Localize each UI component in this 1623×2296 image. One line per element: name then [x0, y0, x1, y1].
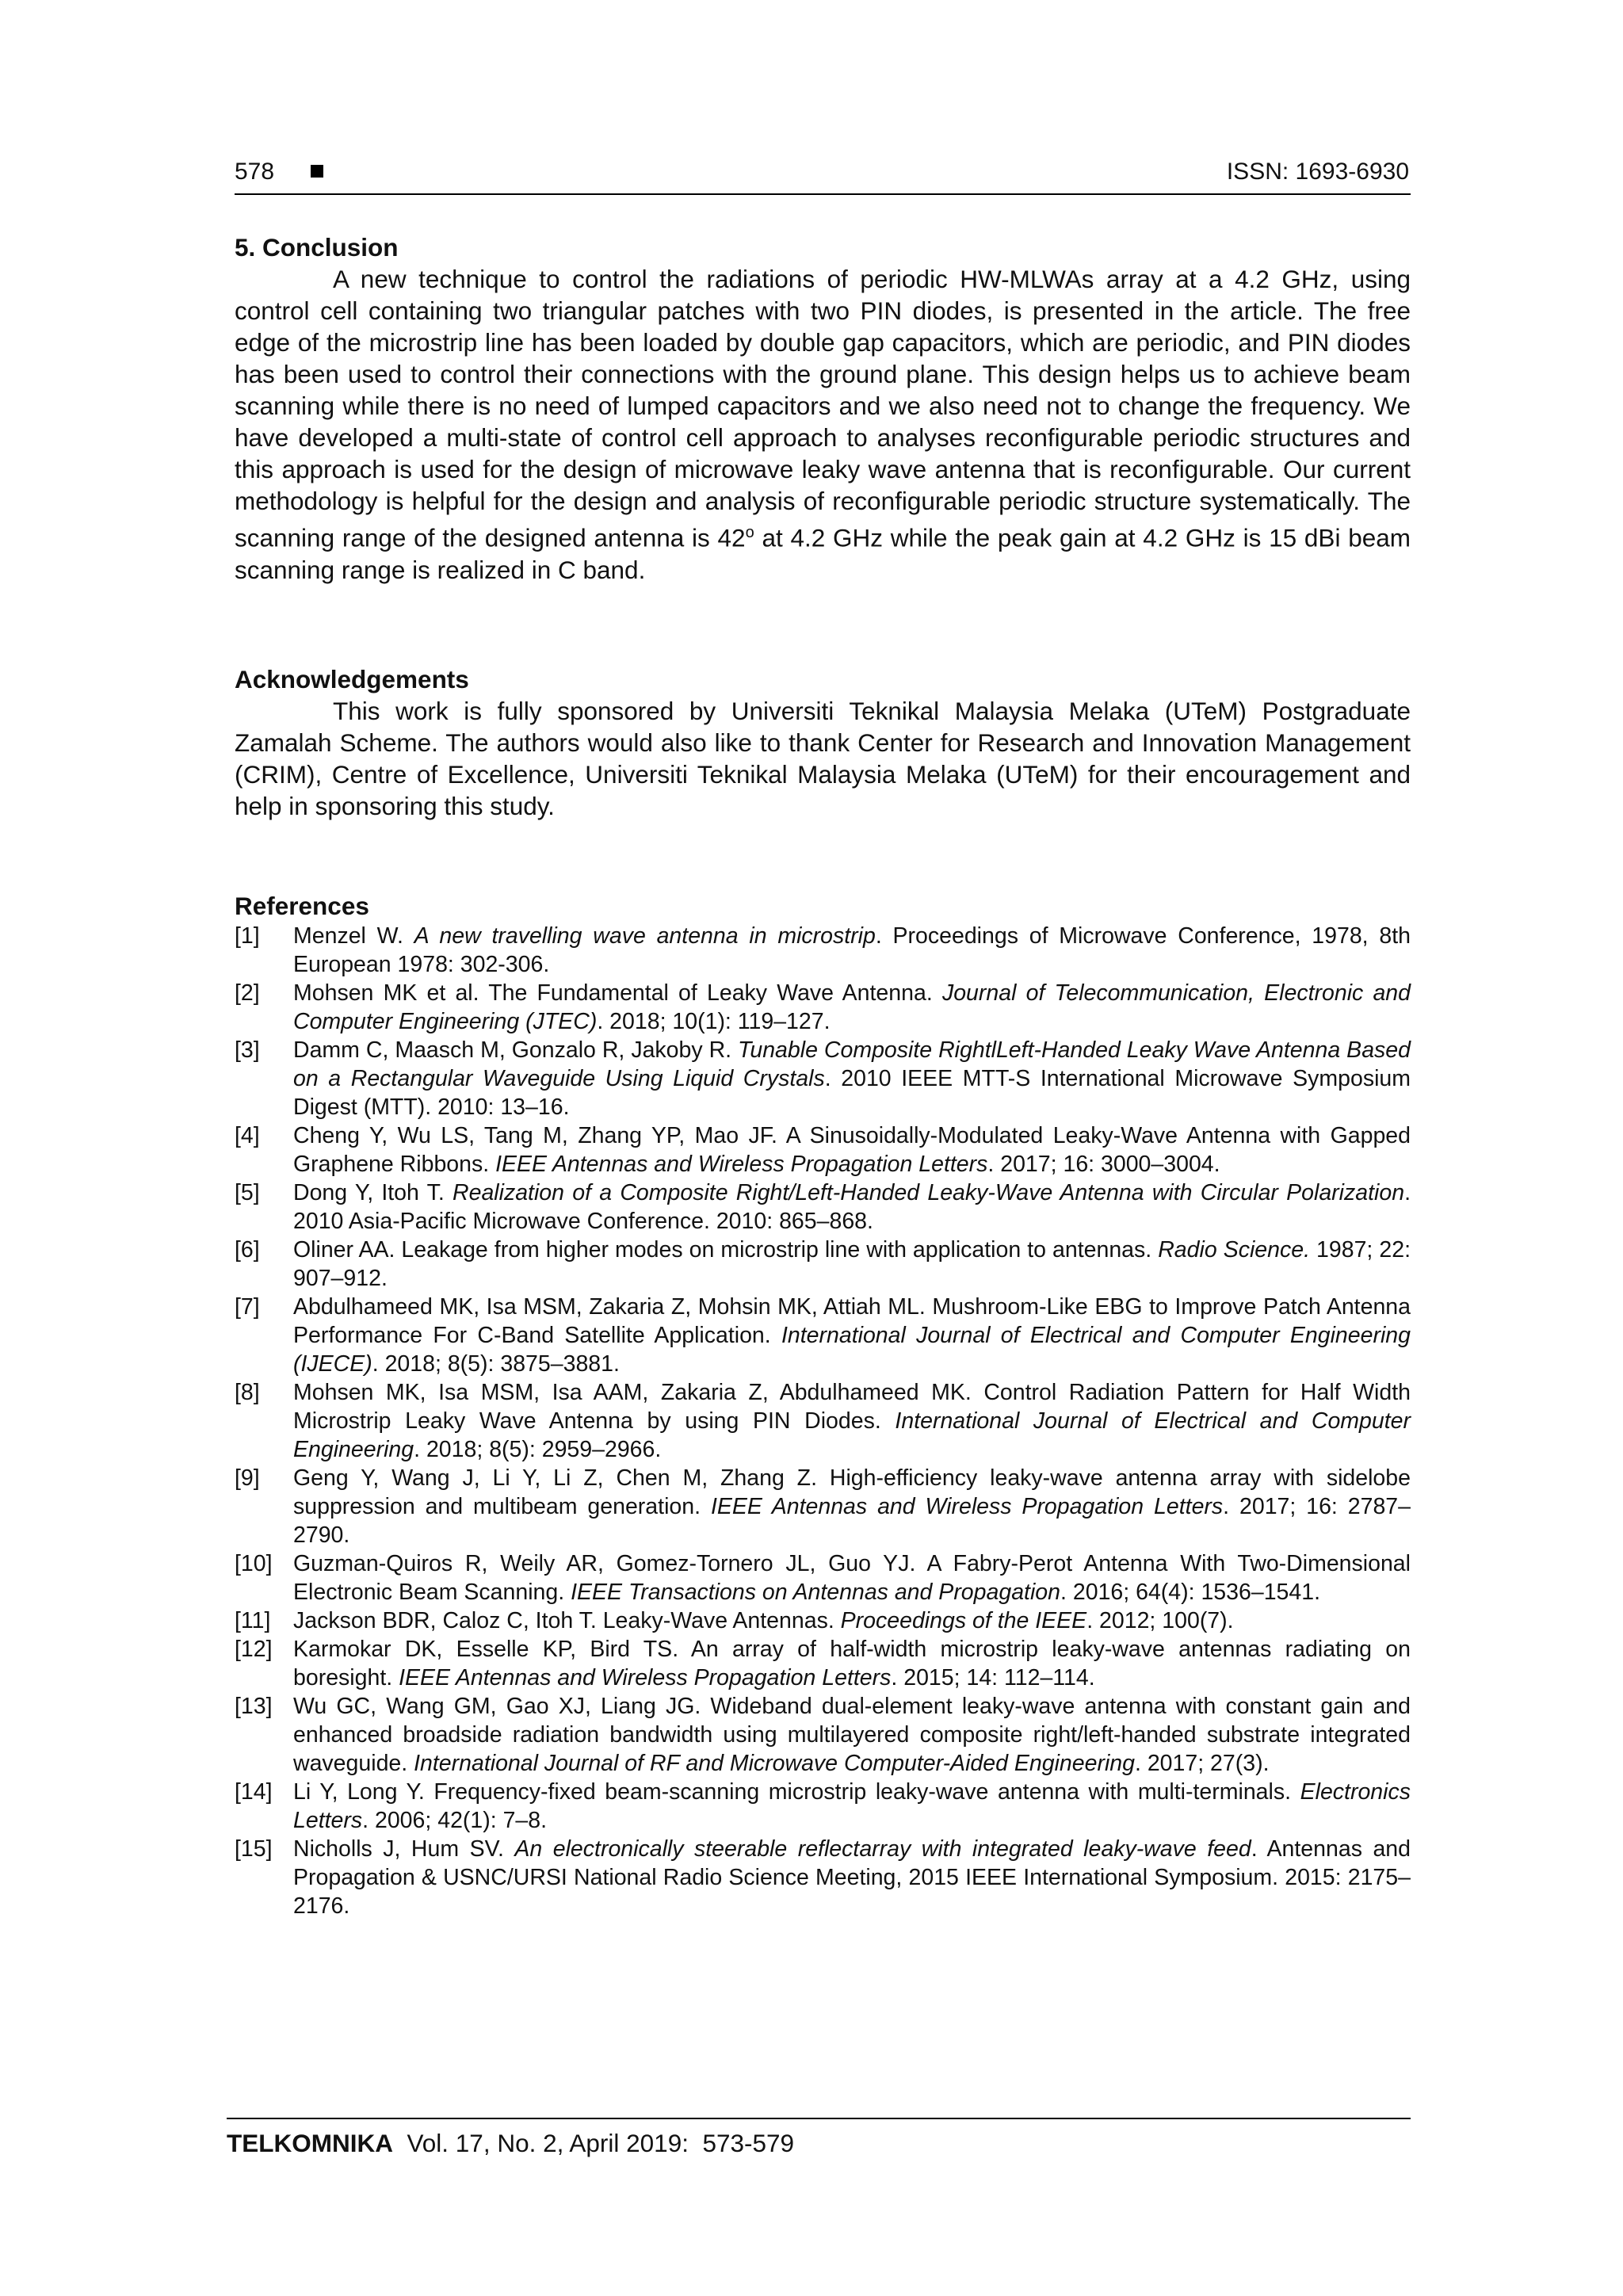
reference-number: [7]	[235, 1293, 260, 1320]
reference-number: [10]	[235, 1550, 273, 1576]
reference-item: [6] Oliner AA. Leakage from higher modes on microstrip line with application to antennas. Radio Science. 1987; 22: 907–912.	[235, 1236, 1411, 1291]
reference-list	[235, 922, 1411, 1920]
reference-number: [9]	[235, 1465, 260, 1491]
reference-number: [6]	[235, 1236, 260, 1263]
reference-item: [4] Cheng Y, Wu LS, Tang M, Zhang YP, Mao JF. A Sinusoidally-Modulated Leaky-Wave Antenna with Gapped Graphene Ribbons. IEEE Antennas and Wireless Propagation Letters. 2017; 16: 3000–3004.	[235, 1122, 1411, 1177]
reference-item: [2] Mohsen MK et al. The Fundamental of Leaky Wave Antenna. Journal of Telecommunication, Electronic and Computer Engineering (JTEC). 2018; 10(1): 119–127.	[235, 980, 1411, 1034]
reference-number: [12]	[235, 1636, 273, 1662]
page-header	[235, 155, 1411, 195]
reference-item: [10] Guzman-Quiros R, Weily AR, Gomez-Tornero JL, Guo YJ. A Fabry-Perot Antenna With Two-Dimensional Electronic Beam Scanning. IEEE Transactions on Antennas and Propagation. 2016; 64(4): 1536–1541.	[235, 1550, 1411, 1605]
reference-number: [5]	[235, 1179, 260, 1205]
main-content	[235, 231, 1411, 1920]
page-footer	[227, 2118, 1411, 2159]
references-heading: References	[235, 891, 369, 920]
reference-number: [4]	[235, 1122, 260, 1148]
references-section	[235, 890, 1411, 1920]
reference-number: [2]	[235, 980, 260, 1006]
conclusion-text: A new technique to control the radiations of periodic HW-MLWAs array at a 4.2 GHz, using control cell containing two triangular patches with two PIN diodes, is presented in the article. The free edge of the microstrip line has been loaded by double gap capacitors, which are periodic, and PIN diodes has been used to control their connections with the ground plane. This design helps us to achieve beam scanning while there is no need of lumped capacitors and we also need not to change the frequency. We have developed a multi-state of control cell approach to analyses reconfigurable periodic structures and this approach is used for the design of microwave leaky wave antenna that is reconfigurable. Our current methodology is helpful for the design and analysis of reconfigurable periodic structure systematically. The scanning range of the designed antenna is 42	[235, 265, 1411, 552]
reference-item: [3] Damm C, Maasch M, Gonzalo R, Jakoby R. Tunable Composite RightlLeft-Handed Leaky Wave Antenna Based on a Rectangular Waveguide Using Liquid Crystals. 2010 IEEE MTT-S International Microwave Symposium Digest (MTT). 2010: 13–16.	[235, 1037, 1411, 1120]
conclusion-heading: 5. Conclusion	[235, 233, 399, 262]
reference-item: [12] Karmokar DK, Esselle KP, Bird TS. An array of half-width microstrip leaky-wave antennas radiating on boresight. IEEE Antennas and Wireless Propagation Letters. 2015; 14: 112–114.	[235, 1636, 1411, 1690]
reference-item: [11] Jackson BDR, Caloz C, Itoh T. Leaky-Wave Antennas. Proceedings of the IEEE. 2012; 100(7).	[235, 1607, 1234, 1633]
reference-item: [1] Menzel W. A new travelling wave antenna in microstrip. Proceedings of Microwave Conference, 1978, 8th European 1978: 302-306.	[235, 923, 1411, 977]
journal-name: TELKOMNIKA	[227, 2129, 393, 2157]
reference-number: [3]	[235, 1037, 260, 1063]
reference-item: [13] Wu GC, Wang GM, Gao XJ, Liang JG. Wideband dual-element leaky-wave antenna with constant gain and enhanced broadside radiation bandwidth using multilayered composite right/left-handed substrate integrated waveguide. International Journal of RF and Microwave Computer-Aided Engineering. 2017; 27(3).	[235, 1693, 1411, 1776]
reference-number: [15]	[235, 1836, 273, 1862]
reference-number: [8]	[235, 1379, 260, 1405]
acknowledgements-heading: Acknowledgements	[235, 664, 469, 693]
journal-details: Vol. 17, No. 2, April 2019: 573-579	[392, 2129, 795, 2157]
reference-number: [14]	[235, 1778, 273, 1805]
conclusion-section	[235, 231, 1411, 586]
reference-item: [9] Geng Y, Wang J, Li Y, Li Z, Chen M, Zhang Z. High-efficiency leaky-wave antenna array with sidelobe suppression and multibeam generation. IEEE Antennas and Wireless Propagation Letters. 2017; 16: 2787–2790.	[235, 1465, 1411, 1548]
issn: ISSN: 1693-6930	[1226, 159, 1409, 185]
reference-item: [5] Dong Y, Itoh T. Realization of a Composite Right/Left-Handed Leaky-Wave Antenna with Circular Polarization. 2010 Asia-Pacific Microwave Conference. 2010: 865–868.	[235, 1179, 1411, 1234]
reference-item: [15] Nicholls J, Hum SV. An electronically steerable reflectarray with integrated leaky-wave feed. Antennas and Propagation & USNC/URSI National Radio Science Meeting, 2015 IEEE International Symposium. 2015: 2175–2176.	[235, 1836, 1411, 1919]
degree-superscript: o	[745, 524, 754, 541]
page-number: 578	[235, 159, 275, 185]
acknowledgements-section	[235, 663, 1411, 822]
conclusion-text-end: at 4.2 GHz while the peak gain at 4.2 GHz is 15 dBi beam scanning range is realized in C band.	[235, 523, 1411, 584]
reference-number: [13]	[235, 1693, 273, 1719]
reference-number: [11]	[235, 1607, 271, 1633]
reference-item: [7] Abdulhameed MK, Isa MSM, Zakaria Z, Mohsin MK, Attiah ML. Mushroom-Like EBG to Improve Patch Antenna Performance For C-Band Satellite Application. International Journal of Electrical and Computer Engineering (IJECE). 2018; 8(5): 3875–3881.	[235, 1293, 1411, 1377]
reference-item: [14] Li Y, Long Y. Frequency-fixed beam-scanning microstrip leaky-wave antenna with multi-terminals. Electronics Letters. 2006; 42(1): 7–8.	[235, 1778, 1411, 1833]
conclusion-paragraph	[235, 263, 1411, 586]
square-bullet-icon	[311, 165, 323, 178]
acknowledgements-paragraph: This work is fully sponsored by Universiti Teknikal Malaysia Melaka (UTeM) Postgraduate Zamalah Scheme. The authors would also like to thank Center for Research and Innovation Management (CRIM), Centre of Excellence, Universiti Teknikal Malaysia Melaka (UTeM) for their encouragement and help in sponsoring this study.	[235, 696, 1411, 820]
reference-item: [8] Mohsen MK, Isa MSM, Isa AAM, Zakaria Z, Abdulhameed MK. Control Radiation Pattern for Half Width Microstrip Leaky Wave Antenna by using PIN Diodes. International Journal of Electrical and Computer Engineering. 2018; 8(5): 2959–2966.	[235, 1379, 1411, 1462]
reference-number: [1]	[235, 923, 260, 949]
